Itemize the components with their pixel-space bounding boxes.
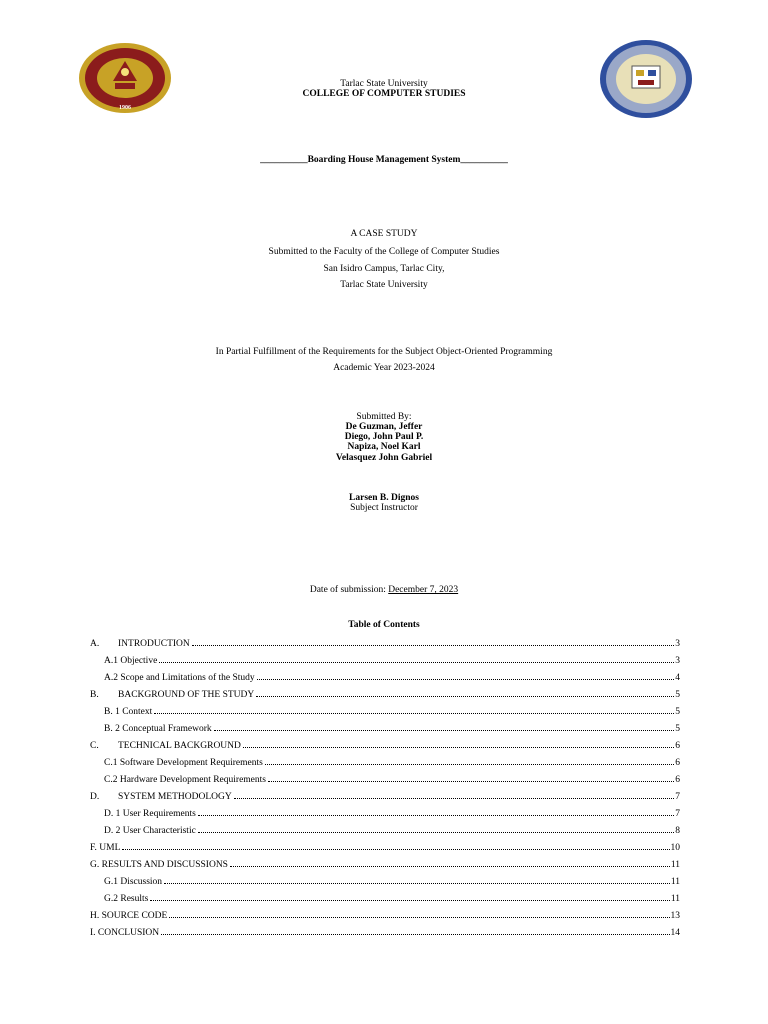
toc-entry-label: BACKGROUND OF THE STUDY bbox=[118, 690, 255, 700]
toc-entry[interactable] bbox=[90, 887, 680, 904]
toc-entry-label: SYSTEM METHODOLOGY bbox=[118, 792, 232, 802]
case-study-line3: Tarlac State University bbox=[340, 280, 428, 290]
seal-year: 1906 bbox=[119, 105, 131, 111]
toc-entry-label: C.1 Software Development Requirements bbox=[104, 758, 263, 768]
toc-page-number: 14 bbox=[670, 928, 680, 938]
toc-leader bbox=[265, 764, 674, 765]
toc-entry[interactable] bbox=[90, 853, 680, 870]
toc-entry-label: I. CONCLUSION bbox=[90, 928, 160, 938]
toc-page-number: 13 bbox=[670, 911, 680, 921]
toc-leader bbox=[243, 747, 674, 748]
toc-entry[interactable] bbox=[90, 632, 680, 649]
author-name: Velasquez John Gabriel bbox=[335, 453, 433, 463]
toc-entry-letter: B. bbox=[90, 690, 99, 700]
toc-leader bbox=[159, 662, 674, 663]
submission-date bbox=[0, 584, 768, 596]
fulfillment-line1: In Partial Fulfillment of the Requirements for the Subject Object-Oriented Programming bbox=[215, 347, 553, 357]
toc-entry-label: C.2 Hardware Development Requirements bbox=[104, 775, 266, 785]
toc-entry[interactable] bbox=[90, 683, 680, 700]
toc-leader bbox=[268, 781, 674, 782]
toc-page-number: 8 bbox=[675, 826, 680, 836]
toc-entry-label: G.1 Discussion bbox=[104, 877, 163, 887]
toc-page-number: 5 bbox=[675, 707, 680, 717]
toc-entry-label: TECHNICAL BACKGROUND bbox=[118, 741, 241, 751]
toc-entry-label: G. RESULTS AND DISCUSSIONS bbox=[90, 860, 228, 870]
fulfillment-line2: Academic Year 2023-2024 bbox=[333, 363, 435, 373]
toc-entry[interactable] bbox=[90, 819, 680, 836]
university-name: Tarlac State University bbox=[340, 79, 428, 89]
toc-leader bbox=[234, 798, 675, 799]
toc-page-number: 3 bbox=[675, 656, 680, 666]
project-title: __________Boarding House Management System__________ bbox=[260, 155, 508, 165]
toc-page-number: 7 bbox=[675, 792, 680, 802]
toc-page-number: 6 bbox=[675, 741, 680, 751]
toc-entry-label: B. 2 Conceptual Framework bbox=[104, 724, 212, 734]
toc-entry[interactable] bbox=[90, 751, 680, 768]
toc-leader bbox=[256, 696, 674, 697]
toc-entry[interactable] bbox=[90, 768, 680, 785]
toc-leader bbox=[150, 900, 670, 901]
toc-page-number: 5 bbox=[675, 690, 680, 700]
case-study-heading: A CASE STUDY bbox=[350, 229, 418, 239]
toc-entry[interactable] bbox=[90, 904, 680, 921]
toc-page-number: 5 bbox=[675, 724, 680, 734]
college-name: COLLEGE OF COMPUTER STUDIES bbox=[302, 89, 466, 99]
toc-page-number: 6 bbox=[675, 758, 680, 768]
submitted-by-label: Submitted By: bbox=[356, 412, 412, 422]
toc-page-number: 10 bbox=[670, 843, 680, 853]
toc-page-number: 6 bbox=[675, 775, 680, 785]
toc-leader bbox=[230, 866, 670, 867]
toc-leader bbox=[214, 730, 675, 731]
instructor-role: Subject Instructor bbox=[350, 503, 418, 513]
toc-page-number: 11 bbox=[670, 860, 680, 870]
toc-entry-label: D. 2 User Characteristic bbox=[104, 826, 196, 836]
toc-entry-label: G.2 Results bbox=[104, 894, 149, 904]
toc-page-number: 11 bbox=[670, 894, 680, 904]
toc-leader bbox=[154, 713, 674, 714]
toc-leader bbox=[257, 679, 675, 680]
toc-leader bbox=[198, 832, 674, 833]
toc-entry-letter: C. bbox=[90, 741, 99, 751]
toc-title: Table of Contents bbox=[348, 620, 420, 630]
toc-entry-label: A.2 Scope and Limitations of the Study bbox=[104, 673, 255, 683]
toc-entry-label: INTRODUCTION bbox=[118, 639, 190, 649]
toc-leader bbox=[198, 815, 674, 816]
toc-leader bbox=[122, 849, 669, 850]
case-study-line1: Submitted to the Faculty of the College of Computer Studies bbox=[268, 247, 500, 257]
instructor-name: Larsen B. Dignos bbox=[349, 493, 419, 503]
date-value: December 7, 2023 bbox=[388, 585, 459, 595]
toc-entry[interactable] bbox=[90, 802, 680, 819]
toc-entry[interactable] bbox=[90, 921, 680, 938]
toc-leader bbox=[164, 883, 670, 884]
toc-entry-label: H. SOURCE CODE bbox=[90, 911, 168, 921]
toc-entry-letter: A. bbox=[90, 639, 100, 649]
date-label: Date of submission: bbox=[309, 585, 386, 595]
toc-entry[interactable] bbox=[90, 649, 680, 666]
toc-entry-label: D. 1 User Requirements bbox=[104, 809, 196, 819]
toc-entry-label: F. UML bbox=[90, 843, 121, 853]
toc-entry[interactable] bbox=[90, 734, 680, 751]
toc-leader bbox=[161, 934, 669, 935]
toc-entry[interactable] bbox=[90, 717, 680, 734]
toc-page-number: 7 bbox=[675, 809, 680, 819]
author-name: De Guzman, Jeffer bbox=[345, 422, 423, 432]
toc-leader bbox=[192, 645, 674, 646]
toc-entry-letter: D. bbox=[90, 792, 100, 802]
toc-entry[interactable] bbox=[90, 870, 680, 887]
table-of-contents bbox=[90, 632, 680, 938]
toc-entry[interactable] bbox=[90, 836, 680, 853]
toc-page-number: 3 bbox=[675, 639, 680, 649]
toc-entry-label: A.1 Objective bbox=[104, 656, 158, 666]
toc-entry-label: B. 1 Context bbox=[104, 707, 153, 717]
author-name: Diego, John Paul P. bbox=[344, 432, 424, 442]
case-study-line2: San Isidro Campus, Tarlac City, bbox=[323, 264, 445, 274]
toc-page-number: 4 bbox=[675, 673, 680, 683]
toc-page-number: 11 bbox=[670, 877, 680, 887]
toc-entry[interactable] bbox=[90, 666, 680, 683]
toc-entry[interactable] bbox=[90, 785, 680, 802]
author-name: Napiza, Noel Karl bbox=[347, 442, 421, 452]
toc-leader bbox=[169, 917, 669, 918]
toc-entry[interactable] bbox=[90, 700, 680, 717]
